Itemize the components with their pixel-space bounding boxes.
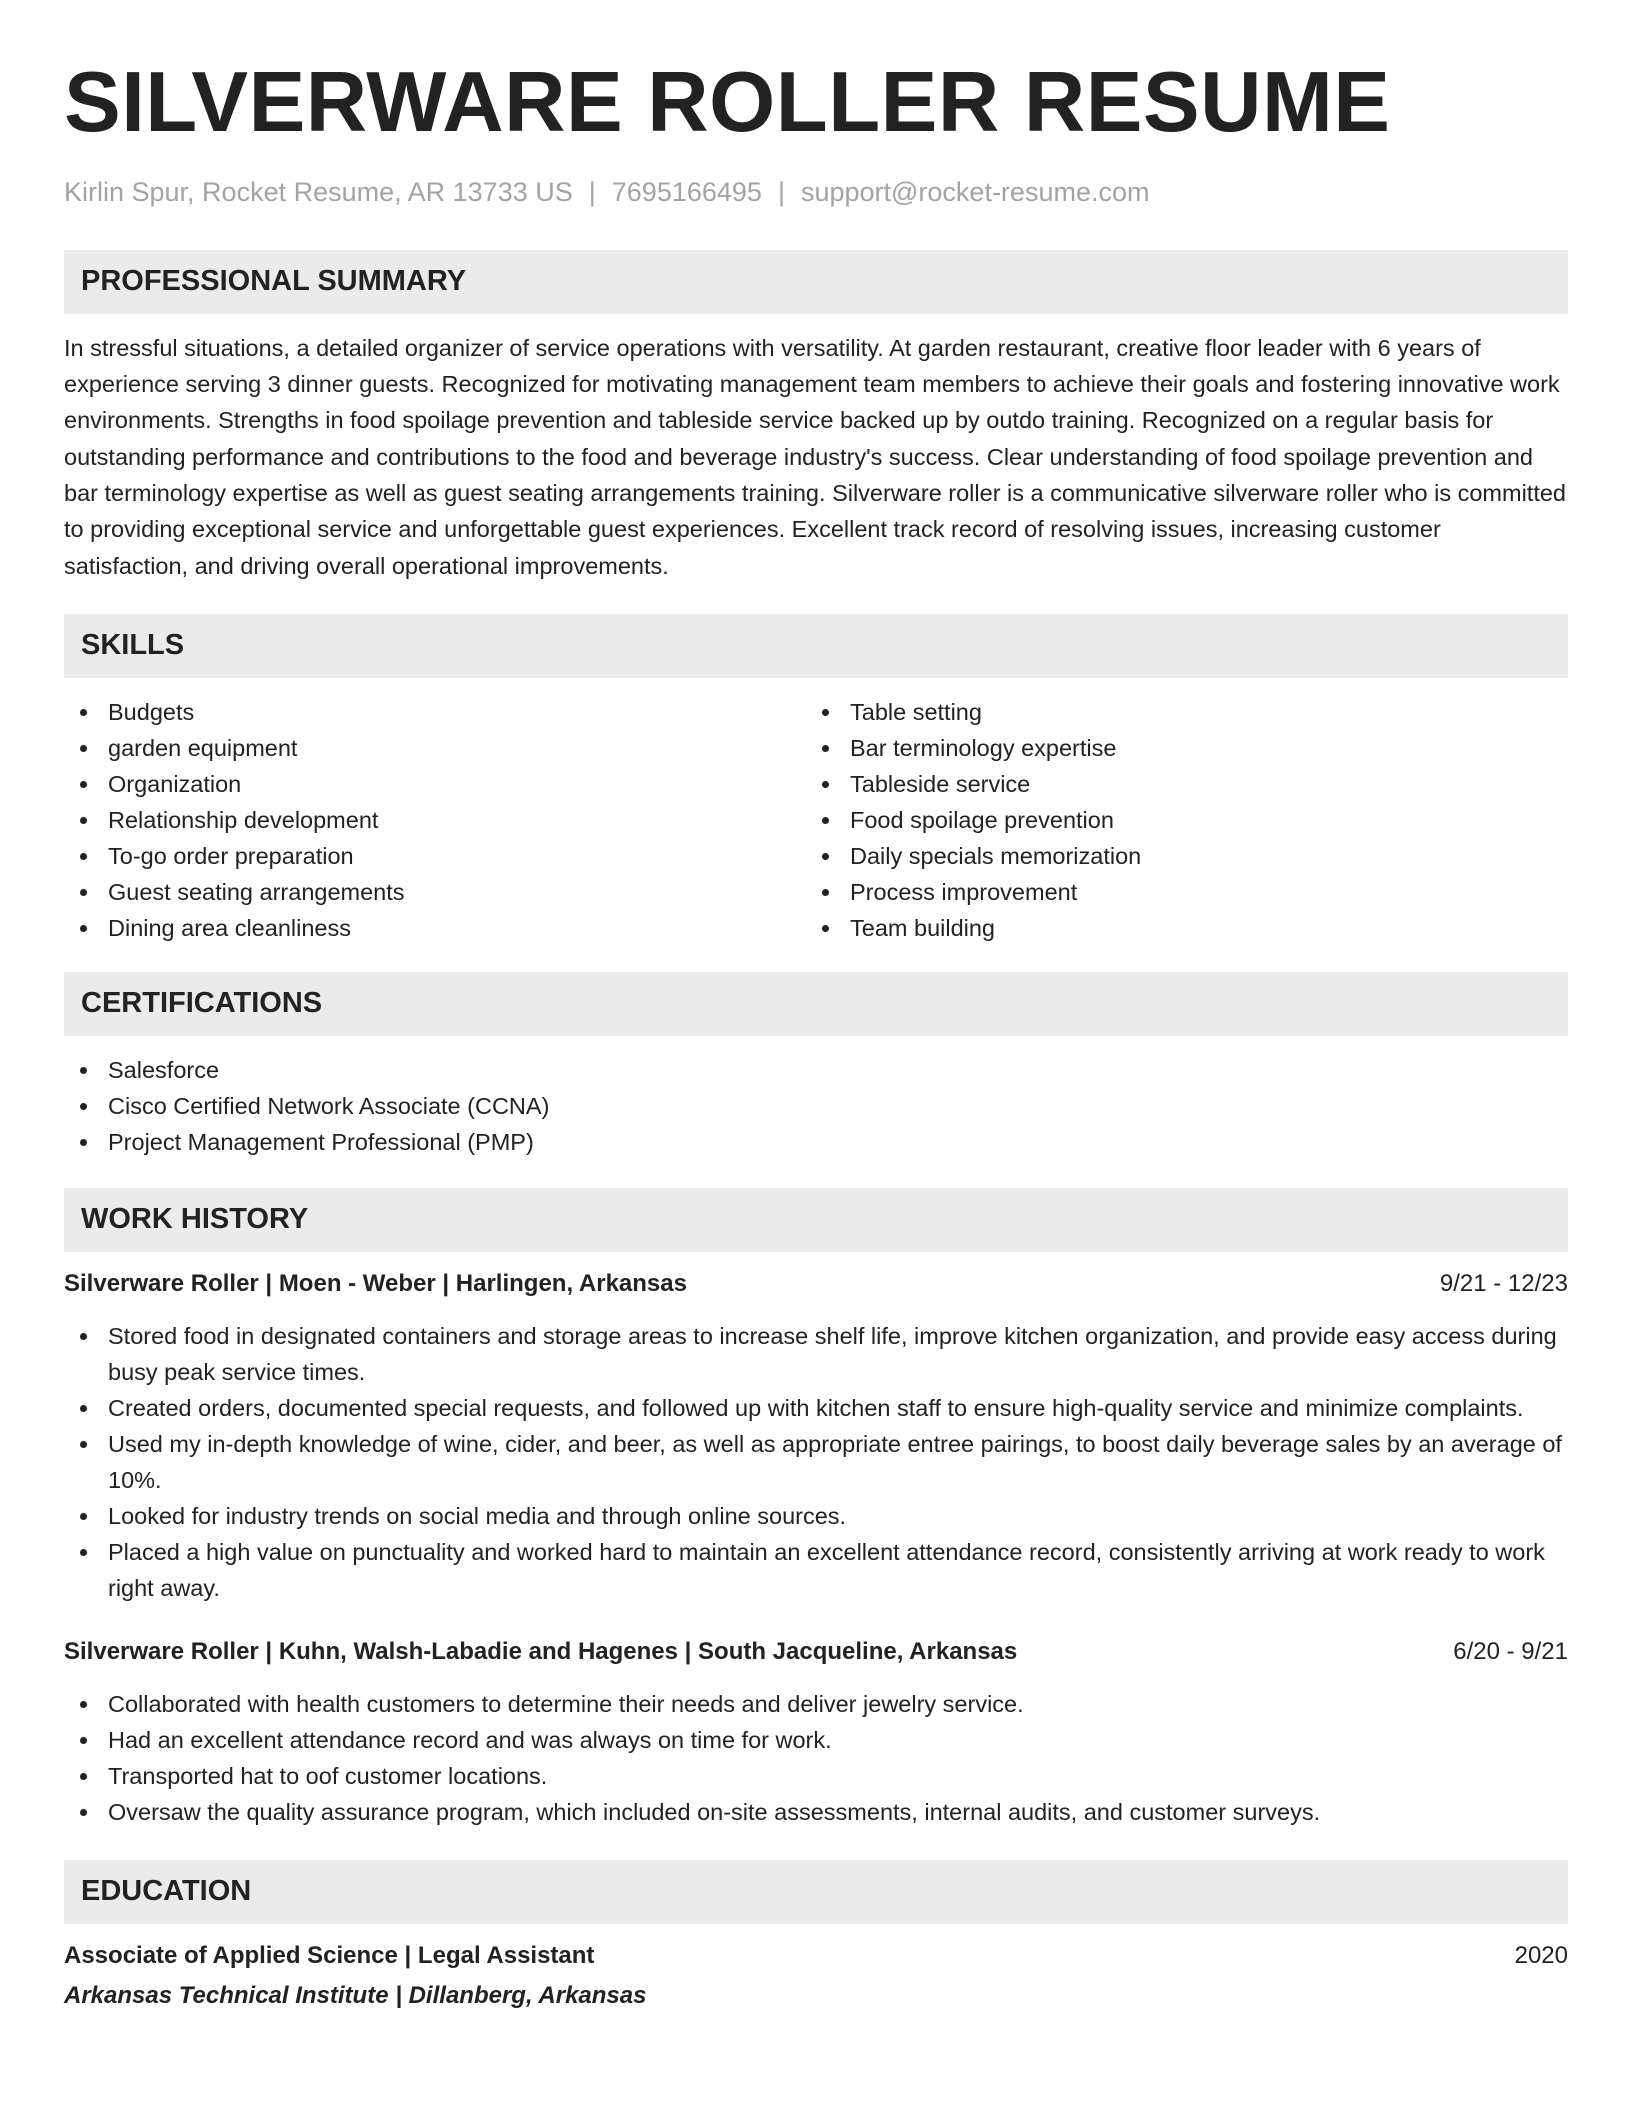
job-dates: 9/21 - 12/23	[1439, 1269, 1568, 1297]
education-heading: EDUCATION	[64, 1860, 1568, 1924]
skill-item: Food spoilage prevention	[806, 802, 1548, 838]
education-degree: Associate of Applied Science | Legal Assistant	[64, 1941, 595, 1969]
resume-title: SILVERWARE ROLLER RESUME	[64, 55, 1391, 150]
contact-separator: |	[588, 176, 596, 207]
job-entry	[64, 1634, 1568, 1830]
skill-item: Bar terminology expertise	[806, 730, 1548, 766]
skills-heading: SKILLS	[64, 614, 1568, 678]
skill-item: Table setting	[806, 694, 1548, 730]
education-year: 2020	[1514, 1941, 1568, 1969]
skill-item: To-go order preparation	[64, 838, 806, 874]
job-bullet: Transported hat to oof customer locations.	[64, 1758, 1568, 1794]
summary-text: In stressful situations, a detailed organizer of service operations with versatility. At garden restaurant, creative floor leader with 6 years of experience serving 3 dinner guests. Recognized for motivating management team members to achieve their goals and fostering innovative work environments. Strengths in food spoilage prevention and tableside service backed up by outdo training. Recognized on a regular basis for outstanding performance and contributions to the food and beverage industry's success. Clear understanding of food spoilage prevention and bar terminology expertise as well as guest seating arrangements training. Silverware roller is a communicative silverware roller who is committed to providing exceptional service and unforgettable guest experiences. Excellent track record of resolving issues, increasing customer satisfaction, and driving overall operational improvements.	[64, 334, 1566, 579]
job-header	[64, 1266, 1568, 1302]
contact-address: Kirlin Spur, Rocket Resume, AR 13733 US	[64, 176, 573, 207]
job-bullet: Placed a high value on punctuality and worked hard to maintain an excellent attendance record, consistently arriving at work ready to work right away.	[64, 1534, 1568, 1606]
contact-separator: |	[777, 176, 785, 207]
job-bullets	[64, 1686, 1568, 1830]
contact-line	[64, 176, 1568, 208]
skill-item: Daily specials memorization	[806, 838, 1548, 874]
summary-heading: PROFESSIONAL SUMMARY	[64, 250, 1568, 314]
skill-item: Tableside service	[806, 766, 1548, 802]
skill-item: Guest seating arrangements	[64, 874, 806, 910]
work-heading: WORK HISTORY	[64, 1188, 1568, 1252]
contact-email: support@rocket-resume.com	[800, 176, 1150, 207]
certifications-list	[64, 1052, 1568, 1160]
certification-item: Project Management Professional (PMP)	[64, 1124, 1568, 1160]
education-header	[64, 1938, 1568, 1974]
skill-item: Process improvement	[806, 874, 1548, 910]
skill-item: Team building	[806, 910, 1548, 946]
skill-item: Organization	[64, 766, 806, 802]
skill-item: Relationship development	[64, 802, 806, 838]
job-header	[64, 1634, 1568, 1670]
job-bullets	[64, 1318, 1568, 1606]
job-bullet: Oversaw the quality assurance program, which included on-site assessments, internal audits, and customer surveys.	[64, 1794, 1568, 1830]
skill-item: Budgets	[64, 694, 806, 730]
skill-item: garden equipment	[64, 730, 806, 766]
skills-column-left	[64, 694, 806, 946]
education-school: Arkansas Technical Institute | Dillanberg, Arkansas	[64, 1981, 647, 2009]
certification-item: Salesforce	[64, 1052, 1568, 1088]
job-bullet: Stored food in designated containers and storage areas to increase shelf life, improve kitchen organization, and provide easy access during busy peak service times.	[64, 1318, 1568, 1390]
job-bullet: Had an excellent attendance record and was always on time for work.	[64, 1722, 1568, 1758]
certifications-heading: CERTIFICATIONS	[64, 972, 1568, 1036]
job-title: Silverware Roller | Moen - Weber | Harlingen, Arkansas	[64, 1269, 687, 1297]
job-bullet: Created orders, documented special requests, and followed up with kitchen staff to ensure high-quality service and minimize complaints.	[64, 1390, 1568, 1426]
job-dates: 6/20 - 9/21	[1453, 1637, 1568, 1665]
skill-item: Dining area cleanliness	[64, 910, 806, 946]
certification-item: Cisco Certified Network Associate (CCNA)	[64, 1088, 1568, 1124]
job-bullet: Used my in-depth knowledge of wine, cider, and beer, as well as appropriate entree pairings, to boost daily beverage sales by an average of 10%.	[64, 1426, 1568, 1498]
skills-column-right	[806, 694, 1548, 946]
job-bullet: Collaborated with health customers to determine their needs and deliver jewelry service.	[64, 1686, 1568, 1722]
job-title: Silverware Roller | Kuhn, Walsh-Labadie and Hagenes | South Jacqueline, Arkansas	[64, 1637, 1018, 1665]
skills-grid	[64, 694, 1568, 946]
job-bullet: Looked for industry trends on social media and through online sources.	[64, 1498, 1568, 1534]
contact-phone: 7695166495	[611, 176, 762, 207]
job-entry	[64, 1266, 1568, 1606]
